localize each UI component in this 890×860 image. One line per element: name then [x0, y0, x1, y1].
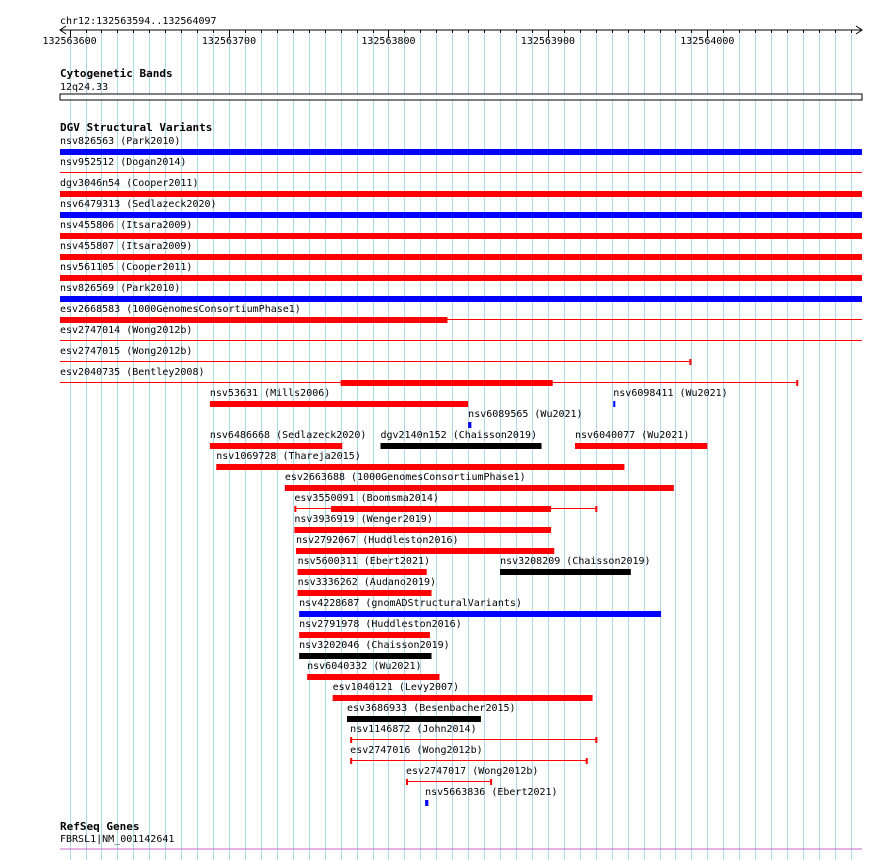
sv-end-tick: [796, 380, 798, 386]
tick-label: 132563800: [361, 36, 416, 47]
tick-label: 132564000: [680, 36, 735, 47]
sv-bar: [299, 611, 661, 617]
dgv-features: [60, 136, 862, 806]
sv-feature-label: esv2668583 (1000GenomesConsortiumPhase1): [60, 304, 301, 315]
sv-feature-label: nsv3336262 (Audano2019): [297, 577, 437, 588]
sv-feature-label: nsv2792067 (Huddleston2016): [295, 535, 459, 546]
refseq-track-title: RefSeq Genes: [60, 820, 140, 833]
sv-feature[interactable]: [60, 199, 862, 218]
sv-feature[interactable]: [296, 535, 554, 554]
sv-feature[interactable]: [60, 283, 862, 302]
sv-bar: [60, 212, 862, 218]
sv-feature[interactable]: [294, 493, 597, 512]
sv-bar: [60, 317, 447, 323]
sv-feature[interactable]: [60, 262, 862, 281]
sv-feature[interactable]: [60, 157, 862, 173]
sv-feature[interactable]: [575, 430, 707, 449]
sv-bar: [60, 254, 862, 260]
sv-feature-label: nsv3202046 (Chaisson2019): [299, 640, 450, 651]
cytoband-track-title: Cytogenetic Bands: [60, 67, 173, 80]
sv-feature[interactable]: [347, 703, 516, 722]
sv-feature-label: nsv826569 (Park2010): [60, 283, 181, 294]
cytoband-track: [60, 67, 862, 100]
ruler-ticks: [42, 30, 851, 47]
sv-end-tick: [689, 359, 691, 365]
sv-bar: [294, 527, 551, 533]
sv-feature[interactable]: [60, 304, 862, 323]
sv-feature[interactable]: [299, 619, 462, 638]
sv-feature-label: esv1040121 (Levy2007): [332, 682, 460, 693]
sv-feature-label: nsv561105 (Cooper2011): [60, 262, 193, 273]
sv-feature[interactable]: [350, 724, 597, 743]
sv-feature[interactable]: [425, 787, 557, 806]
sv-feature-label: dgv3046n54 (Cooper2011): [60, 178, 199, 189]
dgv-track: [60, 121, 862, 806]
tick-label: 132563700: [201, 36, 257, 47]
sv-start-tick: [350, 758, 352, 764]
sv-bar: [307, 674, 439, 680]
sv-feature-label: esv2747016 (Wong2012b): [350, 745, 483, 756]
sv-bar: [210, 401, 468, 407]
sv-bar: [60, 296, 862, 302]
sv-bar: [296, 548, 554, 554]
sv-feature-label: nsv952512 (Dogan2014): [60, 157, 187, 168]
sv-feature-label: dgv2140n152 (Chaisson2019): [380, 430, 538, 441]
sv-feature[interactable]: [299, 598, 661, 617]
sv-feature-label: nsv5663836 (Ebert2021): [425, 787, 558, 798]
sv-feature[interactable]: [285, 472, 674, 491]
sv-bar: [298, 590, 432, 596]
sv-start-tick: [406, 779, 408, 785]
cytoband-label[interactable]: 12q24.33: [60, 82, 109, 93]
sv-line: [350, 739, 597, 740]
sv-feature-label: nsv6040332 (Wu2021): [307, 661, 422, 672]
sv-bar: [425, 800, 428, 806]
sv-bar: [299, 653, 431, 659]
tick-label: 132563600: [42, 36, 97, 47]
region-label: chr12:132563594..132564097: [60, 16, 217, 27]
sv-feature[interactable]: [613, 388, 727, 407]
sv-line: [60, 361, 691, 362]
sv-bar: [216, 464, 624, 470]
sv-feature-label: esv2040735 (Bentley2008): [60, 367, 205, 378]
sv-bar: [60, 275, 862, 281]
sv-feature-label: nsv5600311 (Ebert2021): [297, 556, 431, 567]
sv-bar: [60, 233, 862, 239]
sv-line: [60, 172, 862, 173]
sv-feature-label: nsv455807 (Itsara2009): [60, 241, 193, 252]
sv-feature[interactable]: [60, 367, 798, 386]
sv-feature[interactable]: [60, 178, 862, 197]
sv-feature-label: esv3686933 (Besenbacher2015): [346, 703, 516, 714]
sv-feature-label: nsv1146872 (John2014): [350, 724, 477, 735]
sv-feature-label: esv2747015 (Wong2012b): [60, 346, 193, 357]
sv-feature[interactable]: [298, 577, 436, 596]
sv-bar: [468, 422, 471, 428]
sv-feature[interactable]: [298, 556, 430, 575]
sv-feature[interactable]: [60, 325, 862, 341]
sv-feature[interactable]: [500, 556, 651, 575]
sv-feature-label: nsv6098411 (Wu2021): [613, 388, 728, 399]
sv-feature[interactable]: [299, 640, 450, 659]
sv-bar: [341, 380, 553, 386]
sv-feature[interactable]: [210, 430, 367, 449]
sv-feature-label: nsv6040077 (Wu2021): [575, 430, 690, 441]
sv-end-tick: [595, 737, 597, 743]
sv-bar: [575, 443, 707, 449]
sv-line: [406, 781, 492, 782]
sv-end-tick: [586, 758, 588, 764]
sv-feature-label: esv2747014 (Wong2012b): [60, 325, 193, 336]
sv-feature-label: nsv455806 (Itsara2009): [60, 220, 193, 231]
refseq-track: [60, 820, 862, 849]
sv-feature-label: esv2663688 (1000GenomesConsortiumPhase1): [284, 472, 526, 483]
refseq-gene-label[interactable]: FBRSL1|NM_001142641: [60, 834, 175, 845]
sv-feature-label: esv3550091 (Boomsma2014): [294, 493, 439, 504]
tick-label: 132563900: [520, 36, 575, 47]
sv-feature-label: nsv6486668 (Sedlazeck2020): [209, 430, 367, 441]
sv-start-tick: [350, 737, 352, 743]
sv-line: [60, 340, 862, 341]
sv-bar: [60, 191, 862, 197]
cytoband-bar[interactable]: [60, 94, 862, 100]
dgv-track-title: DGV Structural Variants: [60, 121, 213, 134]
sv-feature-label: nsv2791978 (Huddleston2016): [299, 619, 462, 630]
sv-feature[interactable]: [468, 409, 582, 428]
sv-feature-label: nsv6089565 (Wu2021): [468, 409, 583, 420]
sv-line: [350, 760, 588, 761]
sv-feature[interactable]: [307, 661, 439, 680]
sv-feature-label: esv2747017 (Wong2012b): [405, 766, 539, 777]
sv-feature[interactable]: [210, 388, 468, 407]
sv-start-tick: [294, 506, 296, 512]
sv-end-tick: [490, 779, 492, 785]
sv-feature-label: nsv1069728 (Thareja2015): [216, 451, 361, 462]
sv-feature[interactable]: [60, 136, 862, 155]
sv-feature-label: nsv4228687 (gnomADStructuralVariants): [299, 598, 522, 609]
sv-bar: [331, 506, 551, 512]
sv-feature[interactable]: [333, 682, 593, 701]
sv-bar: [380, 443, 541, 449]
sv-bar: [613, 401, 615, 407]
sv-bar: [500, 569, 631, 575]
sv-feature-label: nsv3936919 (Wenger2019): [294, 514, 433, 525]
sv-feature[interactable]: [60, 241, 862, 260]
sv-feature-label: nsv6479313 (Sedlazeck2020): [60, 199, 217, 210]
sv-feature[interactable]: [294, 514, 551, 533]
sv-bar: [285, 485, 674, 491]
sv-feature[interactable]: [60, 220, 862, 239]
sv-bar: [299, 632, 430, 638]
sv-bar: [298, 569, 427, 575]
sv-feature-label: nsv826563 (Park2010): [60, 136, 181, 147]
sv-feature[interactable]: [380, 430, 541, 449]
sv-feature-label: nsv53631 (Mills2006): [209, 388, 331, 399]
sv-feature[interactable]: [406, 766, 538, 785]
sv-end-tick: [595, 506, 597, 512]
sv-feature-label: nsv3208209 (Chaisson2019): [500, 556, 651, 567]
sv-bar: [60, 149, 862, 155]
sv-bar: [210, 443, 342, 449]
sv-bar: [347, 716, 481, 722]
sv-bar: [333, 695, 593, 701]
